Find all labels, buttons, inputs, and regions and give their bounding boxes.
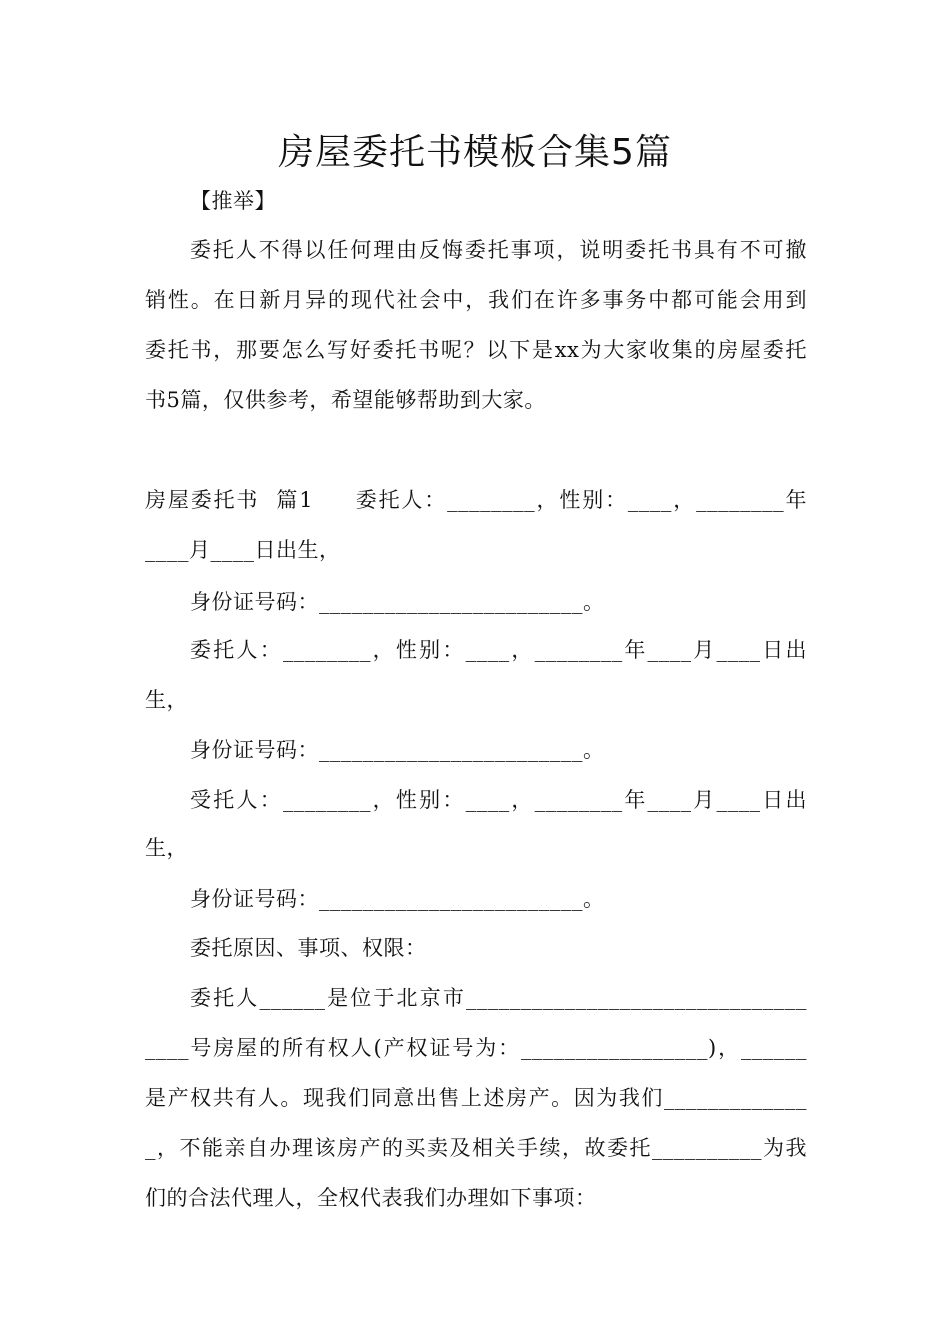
body-line: 身份证号码：________________________。 [190, 590, 605, 614]
body-line: 是产权共有人。现我们同意出售上述房产。因为我们_____________ [145, 1086, 807, 1110]
body-line: 身份证号码：________________________。 [190, 738, 605, 762]
section-heading-line: 房屋委托书 篇1 委托人：________，性别：____，________年 [145, 488, 807, 512]
document-title: 房屋委托书模板合集5篇 [278, 132, 672, 173]
body-line: 身份证号码：________________________。 [190, 887, 605, 911]
body-line: 受托人：________，性别：____，________年____月____日出 [190, 788, 807, 812]
body-line: 委托原因、事项、权限： [190, 936, 427, 960]
intro-line: 书5篇，仅供参考，希望能够帮助到大家。 [145, 388, 546, 412]
body-line: 生， [145, 688, 188, 712]
intro-line: 委托书，那要怎么写好委托书呢？以下是xx为大家收集的房屋委托 [145, 338, 807, 362]
body-line: 委托人：________，性别：____，________年____月____日出 [190, 638, 807, 662]
intro-line: 销性。在日新月异的现代社会中，我们在许多事务中都可能会用到 [145, 288, 807, 312]
body-line: ____月____日出生， [145, 538, 341, 562]
body-line: ____号房屋的所有权人(产权证号为：_________________)，______ [145, 1036, 807, 1060]
body-line: _，不能亲自办理该房产的买卖及相关手续，故委托__________为我 [145, 1136, 807, 1160]
body-line: 委托人______是位于北京市_______________________________ [190, 986, 807, 1010]
recommend-tag: 【推举】 [190, 189, 276, 213]
intro-line: 委托人不得以任何理由反悔委托事项，说明委托书具有不可撤 [190, 238, 807, 262]
body-line: 们的合法代理人，全权代表我们办理如下事项： [145, 1186, 597, 1210]
body-line: 生， [145, 836, 188, 860]
